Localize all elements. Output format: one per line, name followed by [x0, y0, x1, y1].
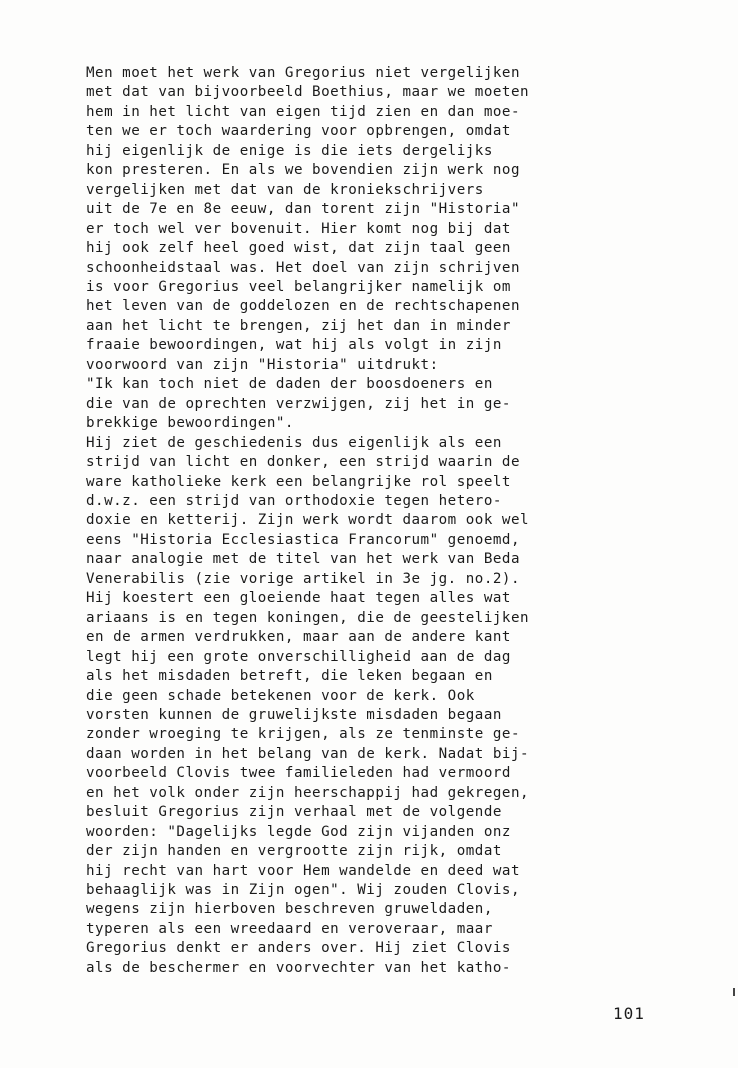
- text-line: aan het licht te brengen, zij het dan in minder: [86, 317, 511, 334]
- text-line: hij recht van hart voor Hem wandelde en deed wat: [86, 862, 520, 879]
- text-line: d.w.z. een strijd van orthodoxie tegen hetero-: [86, 492, 502, 509]
- text-line: doxie en ketterij. Zijn werk wordt daarom ook wel: [86, 512, 530, 529]
- body-text: [86, 64, 686, 978]
- text-line: eens "Historia Ecclesiastica Francorum" genoemd,: [86, 531, 520, 548]
- text-line: is voor Gregorius veel belangrijker namelijk om: [86, 278, 511, 295]
- text-line: typeren als een wreedaard en veroveraar, maar: [86, 920, 493, 937]
- text-line: zonder wroeging te krijgen, als ze tenminste ge-: [86, 726, 520, 743]
- text-line: hem in het licht van eigen tijd zien en dan moe-: [86, 103, 520, 120]
- text-line: Hij koestert een gloeiende haat tegen alles wat: [86, 590, 511, 607]
- text-line: hij ook zelf heel goed wist, dat zijn taal geen: [86, 240, 511, 257]
- text-line: er toch wel ver bovenuit. Hier komt nog bij dat: [86, 220, 511, 237]
- text-line: Hij ziet de geschiedenis dus eigenlijk als een: [86, 434, 502, 451]
- text-line: wegens zijn hierboven beschreven gruweldaden,: [86, 901, 493, 918]
- text-line: voorbeeld Clovis twee familieleden had vermoord: [86, 765, 511, 782]
- text-line: het leven van de goddelozen en de rechtschapenen: [86, 298, 520, 315]
- text-line: met dat van bijvoorbeeld Boethius, maar we moeten: [86, 84, 530, 101]
- text-line: hij eigenlijk de enige is die iets dergelijks: [86, 142, 493, 159]
- text-line: ariaans is en tegen koningen, die de geestelijken: [86, 609, 530, 626]
- text-line: strijd van licht en donker, een strijd waarin de: [86, 454, 520, 471]
- text-line: Gregorius denkt er anders over. Hij ziet Clovis: [86, 940, 511, 957]
- text-line: die van de oprechten verzwijgen, zij het in ge-: [86, 395, 511, 412]
- text-line: schoonheidstaal was. Het doel van zijn schrijven: [86, 259, 520, 276]
- scan-edge-mark: [733, 988, 735, 996]
- text-line: als de beschermer en voorvechter van het katho-: [86, 959, 511, 976]
- text-line: die geen schade betekenen voor de kerk. Ook: [86, 687, 475, 704]
- text-line: ten we er toch waardering voor opbrengen, omdat: [86, 123, 511, 140]
- text-line: vorsten kunnen de gruwelijkste misdaden begaan: [86, 706, 502, 723]
- text-line: naar analogie met de titel van het werk van Beda: [86, 551, 520, 568]
- text-line: daan worden in het belang van de kerk. Nadat bij-: [86, 745, 530, 762]
- text-line: behaaglijk was in Zijn ogen". Wij zouden Clovis,: [86, 882, 520, 899]
- text-line: Venerabilis (zie vorige artikel in 3e jg. no.2).: [86, 570, 520, 587]
- text-line: "Ik kan toch niet de daden der boosdoeners en: [86, 376, 493, 393]
- text-line: en het volk onder zijn heerschappij had gekregen,: [86, 784, 530, 801]
- text-line: voorwoord van zijn "Historia" uitdrukt:: [86, 356, 439, 373]
- text-line: der zijn handen en vergrootte zijn rijk, omdat: [86, 843, 502, 860]
- text-line: ware katholieke kerk een belangrijke rol speelt: [86, 473, 511, 490]
- text-line: en de armen verdrukken, maar aan de andere kant: [86, 629, 511, 646]
- page-number: 101: [613, 1004, 645, 1023]
- text-line: kon presteren. En als we bovendien zijn werk nog: [86, 162, 520, 179]
- text-line: legt hij een grote onverschilligheid aan de dag: [86, 648, 511, 665]
- text-line: woorden: "Dagelijks legde God zijn vijanden onz: [86, 823, 511, 840]
- text-line: fraaie bewoordingen, wat hij als volgt in zijn: [86, 337, 502, 354]
- text-line: uit de 7e en 8e eeuw, dan torent zijn "Historia": [86, 201, 520, 218]
- text-line: als het misdaden betreft, die leken begaan en: [86, 668, 493, 685]
- text-line: Men moet het werk van Gregorius niet vergelijken: [86, 65, 520, 81]
- text-line: vergelijken met dat van de kroniekschrijvers: [86, 181, 484, 198]
- text-line: besluit Gregorius zijn verhaal met de volgende: [86, 804, 502, 821]
- text-line: brekkige bewoordingen".: [86, 415, 294, 432]
